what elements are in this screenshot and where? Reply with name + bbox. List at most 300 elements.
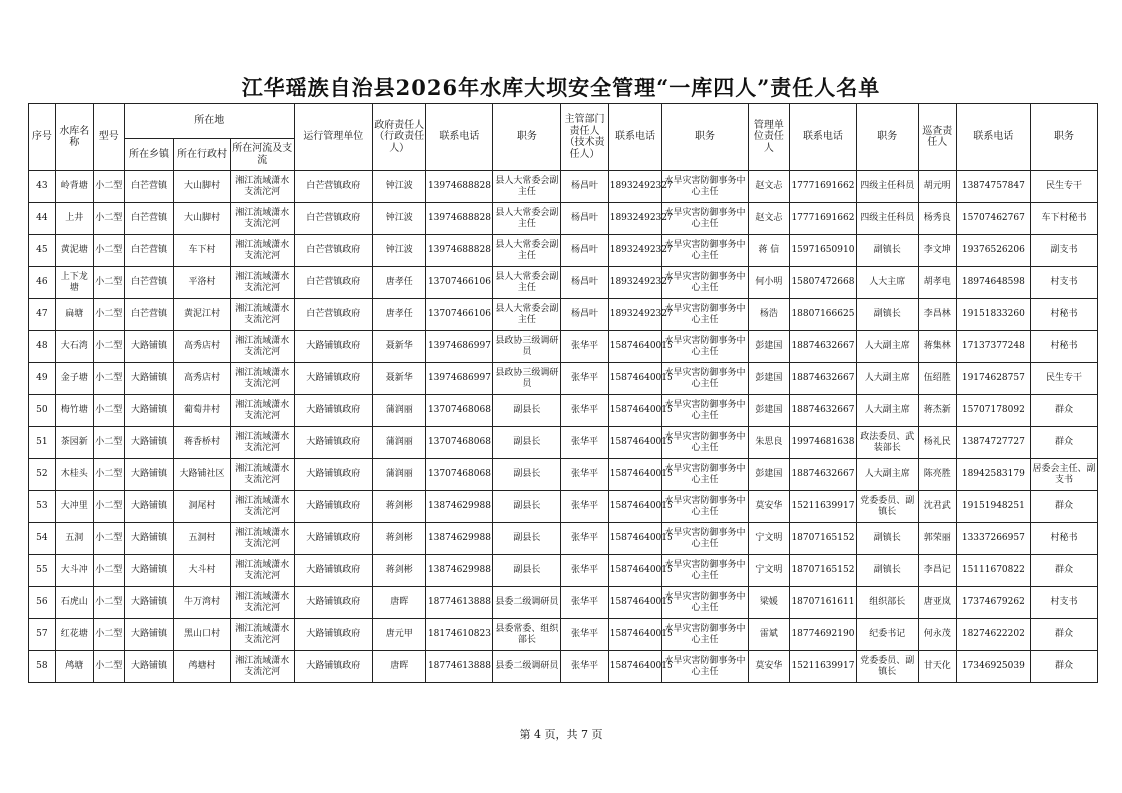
cell-mgmt-title: 副镇长	[856, 299, 918, 331]
cell-dept-title: 水旱灾害防御事务中心主任	[662, 491, 749, 523]
cell-mgmt-person: 宁文明	[748, 523, 789, 555]
cell-dept-person: 杨昌叶	[561, 171, 608, 203]
cell-gov-person: 唐孝任	[372, 299, 426, 331]
cell-mgmt-phone: 17771691662	[789, 203, 856, 235]
cell-reservoir: 扁塘	[55, 299, 93, 331]
cell-patrol-phone: 19151833260	[956, 299, 1030, 331]
cell-dept-person: 杨昌叶	[561, 299, 608, 331]
cell-patrol-title: 村支书	[1030, 587, 1097, 619]
cell-gov-title: 县委二级调研员	[493, 587, 561, 619]
cell-patrol-phone: 15111670822	[956, 555, 1030, 587]
cell-town: 白芒营镇	[124, 267, 173, 299]
cell-seq: 52	[29, 459, 56, 491]
cell-seq: 53	[29, 491, 56, 523]
cell-mgmt-phone: 18874632667	[789, 363, 856, 395]
cell-town: 大路铺镇	[124, 523, 173, 555]
cell-mgmt-title: 党委委员、副镇长	[856, 491, 918, 523]
cell-operator: 白芒营镇政府	[294, 203, 372, 235]
cell-river: 湘江流域潇水支流沱河	[230, 203, 294, 235]
cell-dept-person: 杨昌叶	[561, 235, 608, 267]
cell-operator: 大路铺镇政府	[294, 331, 372, 363]
cell-gov-person: 唐元甲	[372, 619, 426, 651]
cell-town: 大路铺镇	[124, 395, 173, 427]
cell-town: 大路铺镇	[124, 555, 173, 587]
cell-gov-phone: 13974688828	[426, 235, 493, 267]
cell-mgmt-phone: 18707165152	[789, 555, 856, 587]
cell-river: 湘江流域潇水支流沱河	[230, 331, 294, 363]
cell-gov-phone: 13707468068	[426, 427, 493, 459]
header-mgmt-title: 职务	[856, 104, 918, 171]
cell-dept-person: 张华平	[561, 587, 608, 619]
cell-operator: 大路铺镇政府	[294, 491, 372, 523]
cell-type: 小二型	[93, 299, 124, 331]
cell-dept-person: 张华平	[561, 523, 608, 555]
cell-gov-phone: 13707468068	[426, 395, 493, 427]
cell-patrol-person: 李昌林	[918, 299, 956, 331]
header-river: 所在河流及支流	[230, 139, 294, 171]
cell-town: 白芒营镇	[124, 203, 173, 235]
cell-gov-phone: 13874629988	[426, 491, 493, 523]
cell-reservoir: 木桂头	[55, 459, 93, 491]
cell-patrol-phone: 13874757847	[956, 171, 1030, 203]
cell-type: 小二型	[93, 395, 124, 427]
cell-seq: 43	[29, 171, 56, 203]
header-dept-title: 职务	[662, 104, 749, 171]
cell-patrol-phone: 19376526206	[956, 235, 1030, 267]
cell-dept-person: 张华平	[561, 491, 608, 523]
cell-patrol-person: 李昌记	[918, 555, 956, 587]
cell-mgmt-title: 四级主任科员	[856, 171, 918, 203]
cell-dept-title: 水旱灾害防御事务中心主任	[662, 171, 749, 203]
cell-gov-phone: 13874629988	[426, 555, 493, 587]
cell-mgmt-phone: 18707165152	[789, 523, 856, 555]
cell-village: 蒋香桥村	[174, 427, 231, 459]
cell-dept-person: 张华平	[561, 651, 608, 683]
cell-gov-person: 唐晖	[372, 587, 426, 619]
cell-river: 湘江流域潇水支流沱河	[230, 587, 294, 619]
cell-dept-person: 张华平	[561, 427, 608, 459]
cell-gov-phone: 13974688828	[426, 203, 493, 235]
cell-mgmt-phone: 15211639917	[789, 491, 856, 523]
cell-type: 小二型	[93, 203, 124, 235]
header-location: 所在地	[124, 104, 294, 139]
cell-mgmt-person: 赵文忐	[748, 171, 789, 203]
cell-village: 平洛村	[174, 267, 231, 299]
cell-patrol-phone: 17137377248	[956, 331, 1030, 363]
cell-patrol-person: 伍绍胜	[918, 363, 956, 395]
cell-mgmt-person: 雷斌	[748, 619, 789, 651]
cell-gov-person: 唐晖	[372, 651, 426, 683]
cell-river: 湘江流域潇水支流沱河	[230, 235, 294, 267]
cell-river: 湘江流域潇水支流沱河	[230, 651, 294, 683]
table-row	[29, 427, 1098, 459]
cell-dept-title: 水旱灾害防御事务中心主任	[662, 299, 749, 331]
cell-mgmt-title: 纪委书记	[856, 619, 918, 651]
cell-town: 白芒营镇	[124, 235, 173, 267]
cell-type: 小二型	[93, 459, 124, 491]
cell-gov-title: 县政协三级调研员	[493, 363, 561, 395]
cell-reservoir: 大石湾	[55, 331, 93, 363]
cell-river: 湘江流域潇水支流沱河	[230, 427, 294, 459]
cell-town: 大路铺镇	[124, 427, 173, 459]
cell-type: 小二型	[93, 363, 124, 395]
cell-seq: 57	[29, 619, 56, 651]
cell-river: 湘江流域潇水支流沱河	[230, 299, 294, 331]
cell-gov-title: 副县长	[493, 459, 561, 491]
cell-reservoir: 鸬塘	[55, 651, 93, 683]
table-row	[29, 491, 1098, 523]
cell-patrol-title: 车下村秘书	[1030, 203, 1097, 235]
cell-gov-phone: 13874629988	[426, 523, 493, 555]
cell-dept-phone: 15874640015	[608, 555, 662, 587]
table-row	[29, 331, 1098, 363]
cell-reservoir: 岭背塘	[55, 171, 93, 203]
cell-patrol-title: 群众	[1030, 619, 1097, 651]
cell-dept-title: 水旱灾害防御事务中心主任	[662, 651, 749, 683]
cell-patrol-person: 李文坤	[918, 235, 956, 267]
cell-seq: 49	[29, 363, 56, 395]
cell-mgmt-person: 彭建国	[748, 459, 789, 491]
cell-mgmt-title: 副镇长	[856, 523, 918, 555]
cell-patrol-title: 村秘书	[1030, 523, 1097, 555]
cell-gov-phone: 13974688828	[426, 171, 493, 203]
cell-type: 小二型	[93, 171, 124, 203]
cell-mgmt-person: 赵文忐	[748, 203, 789, 235]
cell-dept-person: 张华平	[561, 459, 608, 491]
cell-village: 大山脚村	[174, 203, 231, 235]
cell-operator: 大路铺镇政府	[294, 523, 372, 555]
cell-dept-phone: 15874640015	[608, 523, 662, 555]
cell-patrol-phone: 18974648598	[956, 267, 1030, 299]
cell-river: 湘江流域潇水支流沱河	[230, 555, 294, 587]
cell-mgmt-title: 人大副主席	[856, 363, 918, 395]
cell-dept-person: 张华平	[561, 395, 608, 427]
cell-patrol-phone: 13337266957	[956, 523, 1030, 555]
cell-dept-title: 水旱灾害防御事务中心主任	[662, 395, 749, 427]
cell-reservoir: 梅竹塘	[55, 395, 93, 427]
cell-river: 湘江流域潇水支流沱河	[230, 619, 294, 651]
table-row	[29, 363, 1098, 395]
cell-gov-title: 副县长	[493, 523, 561, 555]
cell-gov-person: 聂新华	[372, 363, 426, 395]
cell-patrol-phone: 18274622202	[956, 619, 1030, 651]
cell-patrol-phone: 19151948251	[956, 491, 1030, 523]
cell-patrol-title: 村秘书	[1030, 331, 1097, 363]
cell-dept-person: 杨昌叶	[561, 267, 608, 299]
cell-mgmt-person: 梁媛	[748, 587, 789, 619]
cell-gov-person: 钟江波	[372, 235, 426, 267]
cell-gov-person: 蒋剑彬	[372, 523, 426, 555]
header-dept-person: 主管部门责任人（技术责任人）	[561, 104, 608, 171]
cell-town: 白芒营镇	[124, 171, 173, 203]
header-patrol-person: 巡查责任人	[918, 104, 956, 171]
cell-type: 小二型	[93, 651, 124, 683]
page-footer: 第 4 页，共 7 页	[519, 728, 603, 741]
cell-village: 车下村	[174, 235, 231, 267]
cell-dept-phone: 18932492327	[608, 235, 662, 267]
cell-seq: 58	[29, 651, 56, 683]
cell-gov-person: 钟江波	[372, 171, 426, 203]
cell-reservoir: 五洞	[55, 523, 93, 555]
cell-gov-phone: 18774613888	[426, 651, 493, 683]
cell-village: 大斗村	[174, 555, 231, 587]
cell-patrol-person: 陈亮胜	[918, 459, 956, 491]
cell-patrol-title: 群众	[1030, 491, 1097, 523]
cell-gov-person: 蒋剑彬	[372, 555, 426, 587]
cell-reservoir: 大冲里	[55, 491, 93, 523]
cell-town: 大路铺镇	[124, 619, 173, 651]
cell-dept-phone: 15874640015	[608, 427, 662, 459]
cell-mgmt-title: 四级主任科员	[856, 203, 918, 235]
cell-gov-title: 县人大常委会副主任	[493, 267, 561, 299]
cell-patrol-title: 群众	[1030, 651, 1097, 683]
cell-river: 湘江流域潇水支流沱河	[230, 491, 294, 523]
cell-reservoir: 黄泥塘	[55, 235, 93, 267]
page-title: 江华瑶族自治县2026年水库大坝安全管理“一库四人”责任人名单	[241, 75, 881, 100]
cell-seq: 44	[29, 203, 56, 235]
cell-village: 黄泥江村	[174, 299, 231, 331]
cell-dept-phone: 18932492327	[608, 203, 662, 235]
cell-reservoir: 大斗冲	[55, 555, 93, 587]
cell-village: 高秀店村	[174, 331, 231, 363]
cell-gov-title: 县政协三级调研员	[493, 331, 561, 363]
cell-gov-person: 钟江波	[372, 203, 426, 235]
cell-mgmt-title: 党委委员、副镇长	[856, 651, 918, 683]
cell-dept-person: 张华平	[561, 363, 608, 395]
table-row	[29, 235, 1098, 267]
cell-patrol-phone: 17374679262	[956, 587, 1030, 619]
cell-patrol-title: 副支书	[1030, 235, 1097, 267]
cell-seq: 46	[29, 267, 56, 299]
cell-operator: 白芒营镇政府	[294, 267, 372, 299]
cell-patrol-person: 蒋杰新	[918, 395, 956, 427]
cell-river: 湘江流域潇水支流沱河	[230, 459, 294, 491]
cell-operator: 大路铺镇政府	[294, 587, 372, 619]
cell-village: 洞尾村	[174, 491, 231, 523]
cell-gov-person: 蒋剑彬	[372, 491, 426, 523]
cell-seq: 45	[29, 235, 56, 267]
cell-patrol-title: 群众	[1030, 395, 1097, 427]
table-row	[29, 203, 1098, 235]
header-dept-phone: 联系电话	[608, 104, 662, 171]
cell-dept-phone: 18932492327	[608, 267, 662, 299]
cell-mgmt-person: 彭建国	[748, 395, 789, 427]
table-row	[29, 619, 1098, 651]
cell-mgmt-phone: 18874632667	[789, 459, 856, 491]
cell-patrol-title: 村秘书	[1030, 299, 1097, 331]
cell-mgmt-phone: 18707161611	[789, 587, 856, 619]
cell-mgmt-phone: 15807472668	[789, 267, 856, 299]
cell-dept-person: 张华平	[561, 555, 608, 587]
cell-mgmt-title: 人大副主席	[856, 459, 918, 491]
cell-patrol-phone: 17346925039	[956, 651, 1030, 683]
cell-operator: 大路铺镇政府	[294, 651, 372, 683]
cell-patrol-person: 甘天化	[918, 651, 956, 683]
cell-town: 白芒营镇	[124, 299, 173, 331]
cell-type: 小二型	[93, 427, 124, 459]
cell-gov-person: 唐孝任	[372, 267, 426, 299]
table-row	[29, 459, 1098, 491]
header-type: 型号	[93, 104, 124, 171]
header-operator: 运行管理单位	[294, 104, 372, 171]
cell-gov-title: 县委常委、组织部长	[493, 619, 561, 651]
cell-dept-title: 水旱灾害防御事务中心主任	[662, 331, 749, 363]
cell-mgmt-title: 副镇长	[856, 235, 918, 267]
cell-dept-person: 张华平	[561, 619, 608, 651]
cell-village: 高秀店村	[174, 363, 231, 395]
header-reservoir: 水库名称	[55, 104, 93, 171]
cell-patrol-phone: 15707178092	[956, 395, 1030, 427]
cell-reservoir: 红花塘	[55, 619, 93, 651]
cell-reservoir: 金子塘	[55, 363, 93, 395]
cell-dept-title: 水旱灾害防御事务中心主任	[662, 427, 749, 459]
cell-type: 小二型	[93, 523, 124, 555]
cell-patrol-title: 村支书	[1030, 267, 1097, 299]
cell-gov-title: 县人大常委会副主任	[493, 235, 561, 267]
cell-mgmt-phone: 19974681638	[789, 427, 856, 459]
cell-gov-title: 副县长	[493, 555, 561, 587]
cell-mgmt-person: 朱思良	[748, 427, 789, 459]
cell-type: 小二型	[93, 491, 124, 523]
cell-patrol-person: 蒋集林	[918, 331, 956, 363]
cell-patrol-person: 唐亚岚	[918, 587, 956, 619]
cell-town: 大路铺镇	[124, 651, 173, 683]
cell-mgmt-phone: 18774692190	[789, 619, 856, 651]
cell-village: 大山脚村	[174, 171, 231, 203]
table-row	[29, 267, 1098, 299]
cell-gov-person: 蒲润丽	[372, 427, 426, 459]
cell-village: 大路铺社区	[174, 459, 231, 491]
cell-gov-phone: 13974686997	[426, 331, 493, 363]
cell-type: 小二型	[93, 555, 124, 587]
cell-mgmt-phone: 18874632667	[789, 395, 856, 427]
cell-dept-title: 水旱灾害防御事务中心主任	[662, 459, 749, 491]
cell-dept-title: 水旱灾害防御事务中心主任	[662, 203, 749, 235]
cell-mgmt-person: 宁文明	[748, 555, 789, 587]
cell-dept-title: 水旱灾害防御事务中心主任	[662, 587, 749, 619]
cell-mgmt-person: 蒋 信	[748, 235, 789, 267]
cell-reservoir: 上下龙塘	[55, 267, 93, 299]
cell-patrol-title: 群众	[1030, 555, 1097, 587]
cell-town: 大路铺镇	[124, 331, 173, 363]
cell-dept-phone: 15874640015	[608, 459, 662, 491]
cell-gov-title: 副县长	[493, 427, 561, 459]
header-town: 所在乡镇	[124, 139, 173, 171]
cell-reservoir: 茶园新	[55, 427, 93, 459]
cell-gov-person: 蒲润丽	[372, 459, 426, 491]
table-body	[29, 171, 1098, 683]
cell-village: 牛万湾村	[174, 587, 231, 619]
cell-operator: 大路铺镇政府	[294, 459, 372, 491]
cell-mgmt-phone: 17771691662	[789, 171, 856, 203]
cell-river: 湘江流域潇水支流沱河	[230, 171, 294, 203]
cell-operator: 白芒营镇政府	[294, 171, 372, 203]
cell-town: 大路铺镇	[124, 363, 173, 395]
cell-dept-phone: 15874640015	[608, 491, 662, 523]
cell-type: 小二型	[93, 619, 124, 651]
cell-operator: 大路铺镇政府	[294, 363, 372, 395]
cell-mgmt-person: 杨浩	[748, 299, 789, 331]
cell-dept-title: 水旱灾害防御事务中心主任	[662, 619, 749, 651]
cell-river: 湘江流域潇水支流沱河	[230, 267, 294, 299]
cell-town: 大路铺镇	[124, 491, 173, 523]
cell-type: 小二型	[93, 267, 124, 299]
cell-patrol-phone: 15707462767	[956, 203, 1030, 235]
cell-patrol-title: 居委会主任、副支书	[1030, 459, 1097, 491]
cell-reservoir: 上井	[55, 203, 93, 235]
responsibility-table	[28, 103, 1098, 683]
cell-river: 湘江流域潇水支流沱河	[230, 523, 294, 555]
cell-mgmt-title: 人大副主席	[856, 331, 918, 363]
header-mgmt-phone: 联系电话	[789, 104, 856, 171]
cell-patrol-person: 杨礼民	[918, 427, 956, 459]
cell-gov-phone: 13974686997	[426, 363, 493, 395]
cell-village: 黑山口村	[174, 619, 231, 651]
header-gov-phone: 联系电话	[426, 104, 493, 171]
cell-mgmt-person: 莫安华	[748, 651, 789, 683]
cell-patrol-person: 杨秀良	[918, 203, 956, 235]
cell-gov-phone: 13707466106	[426, 299, 493, 331]
cell-patrol-title: 群众	[1030, 427, 1097, 459]
cell-patrol-phone: 13874727727	[956, 427, 1030, 459]
cell-town: 大路铺镇	[124, 459, 173, 491]
table-row	[29, 651, 1098, 683]
header-seq: 序号	[29, 104, 56, 171]
cell-gov-title: 县委二级调研员	[493, 651, 561, 683]
cell-dept-phone: 15874640015	[608, 363, 662, 395]
cell-operator: 大路铺镇政府	[294, 395, 372, 427]
header-patrol-phone: 联系电话	[956, 104, 1030, 171]
cell-gov-phone: 13707466106	[426, 267, 493, 299]
cell-patrol-title: 民生专干	[1030, 363, 1097, 395]
cell-village: 鸬塘村	[174, 651, 231, 683]
cell-dept-title: 水旱灾害防御事务中心主任	[662, 555, 749, 587]
cell-gov-title: 县人大常委会副主任	[493, 299, 561, 331]
cell-mgmt-person: 彭建国	[748, 331, 789, 363]
cell-gov-person: 聂新华	[372, 331, 426, 363]
cell-gov-title: 副县长	[493, 491, 561, 523]
cell-operator: 大路铺镇政府	[294, 555, 372, 587]
header-gov-title: 职务	[493, 104, 561, 171]
cell-seq: 56	[29, 587, 56, 619]
cell-dept-title: 水旱灾害防御事务中心主任	[662, 363, 749, 395]
cell-seq: 47	[29, 299, 56, 331]
cell-seq: 54	[29, 523, 56, 555]
cell-mgmt-person: 莫安华	[748, 491, 789, 523]
cell-town: 大路铺镇	[124, 587, 173, 619]
cell-mgmt-title: 副镇长	[856, 555, 918, 587]
cell-dept-title: 水旱灾害防御事务中心主任	[662, 267, 749, 299]
cell-patrol-person: 何永茂	[918, 619, 956, 651]
cell-gov-phone: 18174610823	[426, 619, 493, 651]
cell-seq: 51	[29, 427, 56, 459]
cell-gov-phone: 13707468068	[426, 459, 493, 491]
cell-seq: 55	[29, 555, 56, 587]
cell-reservoir: 石虎山	[55, 587, 93, 619]
cell-gov-person: 蒲润丽	[372, 395, 426, 427]
cell-gov-title: 县人大常委会副主任	[493, 203, 561, 235]
cell-dept-phone: 15874640015	[608, 587, 662, 619]
table-row	[29, 555, 1098, 587]
cell-mgmt-phone: 18874632667	[789, 331, 856, 363]
cell-patrol-person: 胡孝电	[918, 267, 956, 299]
cell-mgmt-title: 人大副主席	[856, 395, 918, 427]
cell-seq: 50	[29, 395, 56, 427]
cell-dept-person: 张华平	[561, 331, 608, 363]
header-village: 所在行政村	[174, 139, 231, 171]
table-row	[29, 299, 1098, 331]
cell-dept-phone: 18932492327	[608, 171, 662, 203]
